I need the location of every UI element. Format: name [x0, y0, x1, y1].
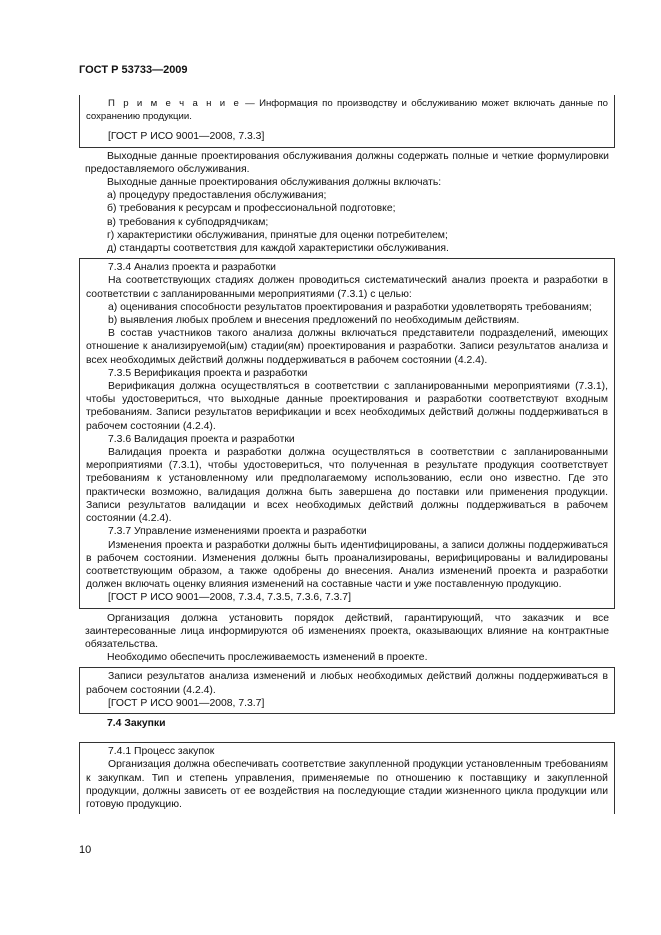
list-item: д) стандарты соответствия для каждой характеристики обслуживания.: [107, 243, 449, 255]
note-text: — Информация по производству и обслуживанию может включать данные по сохранению продукции.: [86, 98, 608, 123]
list-item: а) процедуру предоставления обслуживания;: [107, 190, 327, 202]
paragraph: Изменения проекта и разработки должны быть идентифицированы, а записи должны поддерживаться в рабочем состоянии. Изменения должны быть проанализированы, верифицированы и валидированы соответствующим образом, а также одобрены до внесения. Анализ изменений проекта и разработки должен включать оценку влияния изменений на составные части и уже поставленную продукцию.: [86, 539, 608, 591]
paragraph: На соответствующих стадиях должен проводиться систематический анализ проекта и разработки в соответствии с запланированными мероприятиями (7.3.1) с целью:: [86, 275, 608, 300]
paragraph: В состав участников такого анализа должны включаться представители подразделений, имеющих отношение к анализируемой(ым) стадии(ям) проектирования и разработки. Записи результатов анализа и всех необходимых действий должны поддерживаться в рабочем состоянии (4.2.4).: [86, 328, 608, 366]
list-item: в) требования к субподрядчикам;: [107, 216, 269, 228]
paragraph: Выходные данные проектирования обслуживания должны включать:: [107, 177, 442, 189]
note-label: П р и м е ч а н и е: [108, 98, 241, 109]
section-title-737: 7.3.7 Управление изменениями проекта и разработки: [108, 526, 367, 538]
document-header: ГОСТ Р 53733—2009: [79, 64, 188, 76]
records-box: [79, 667, 615, 714]
list-item: б) требования к ресурсам и профессиональной подготовке;: [107, 203, 396, 215]
section-title-741: 7.4.1 Процесс закупок: [108, 746, 215, 758]
paragraph: Записи результатов анализа изменений и любых необходимых действий должны поддерживаться в рабочем состоянии (4.2.4).: [86, 671, 608, 696]
section-title-735: 7.3.5 Верификация проекта и разработки: [108, 367, 308, 379]
iso-quote-box: [79, 258, 615, 608]
section-title-736: 7.3.6 Валидация проекта и разработки: [108, 433, 295, 445]
page-number: 10: [79, 844, 92, 856]
reference: [ГОСТ Р ИСО 9001—2008, 7.3.4, 7.3.5, 7.3.6, 7.3.7]: [108, 592, 351, 604]
section-74: [79, 717, 615, 730]
org-section: [79, 609, 615, 665]
note: [86, 97, 608, 123]
list-item: b) выявления любых проблем и внесения предложений по необходимым действиям.: [108, 315, 520, 327]
paragraph: Валидация проекта и разработки должна осуществляться в соответствии с запланированными мероприятиями (7.3.1), чтобы удостовериться, что полученная в результате продукция соответствует требованиям к установленному или предполагаемому использованию, если оно известно. Где это практически возможно, валидация должна быть завершена до поставки или применения продукции. Записи результатов валидации и всех необходимых действий должны поддерживаться в рабочем состоянии (4.2.4).: [86, 447, 608, 525]
paragraph: Выходные данные проектирования обслуживания должны содержать полные и четкие формулировки предоставляемого обслуживания.: [85, 150, 609, 175]
list-item: г) характеристики обслуживания, принятые для оценки потребителем;: [107, 229, 448, 241]
page-content: [79, 95, 615, 814]
paragraph: Необходимо обеспечить прослеживаемость изменений в проекте.: [107, 652, 428, 664]
paragraph: Верификация должна осуществляться в соответствии с запланированными мероприятиями (7.3.1), чтобы удостовериться, что выходные данные проектирования и разработки соответствуют входным требованиям. Записи результатов верификации и всех необходимых действий должны поддерживаться в рабочем состоянии (4.2.4).: [86, 381, 608, 432]
note-box: [79, 95, 615, 148]
section-title-74: 7.4 Закупки: [107, 717, 166, 729]
reference: [ГОСТ Р ИСО 9001—2008, 7.3.7]: [108, 697, 265, 709]
output-section: [79, 148, 615, 256]
list-item: а) оценивания способности результатов проектирования и разработки удовлетворять требованиям;: [108, 301, 592, 313]
purchasing-box: [79, 742, 615, 814]
paragraph: Организация должна установить порядок действий, гарантирующий, что заказчик и все заинтересованные лица информируются об изменениях проекта, оказывающих влияние на контрактные обязательства.: [85, 612, 609, 650]
spacer: [86, 123, 608, 130]
section-title-734: 7.3.4 Анализ проекта и разработки: [108, 262, 276, 274]
paragraph: Организация должна обеспечивать соответствие закупленной продукции установленным требованиям к закупкам. Тип и степень управления, применяемые по отношению к поставщику и закупленной продукции, должны зависеть от ее воздействия на последующие стадии жизненного цикла продукции или готовую продукцию.: [86, 759, 608, 810]
reference: [ГОСТ Р ИСО 9001—2008, 7.3.3]: [108, 131, 265, 143]
